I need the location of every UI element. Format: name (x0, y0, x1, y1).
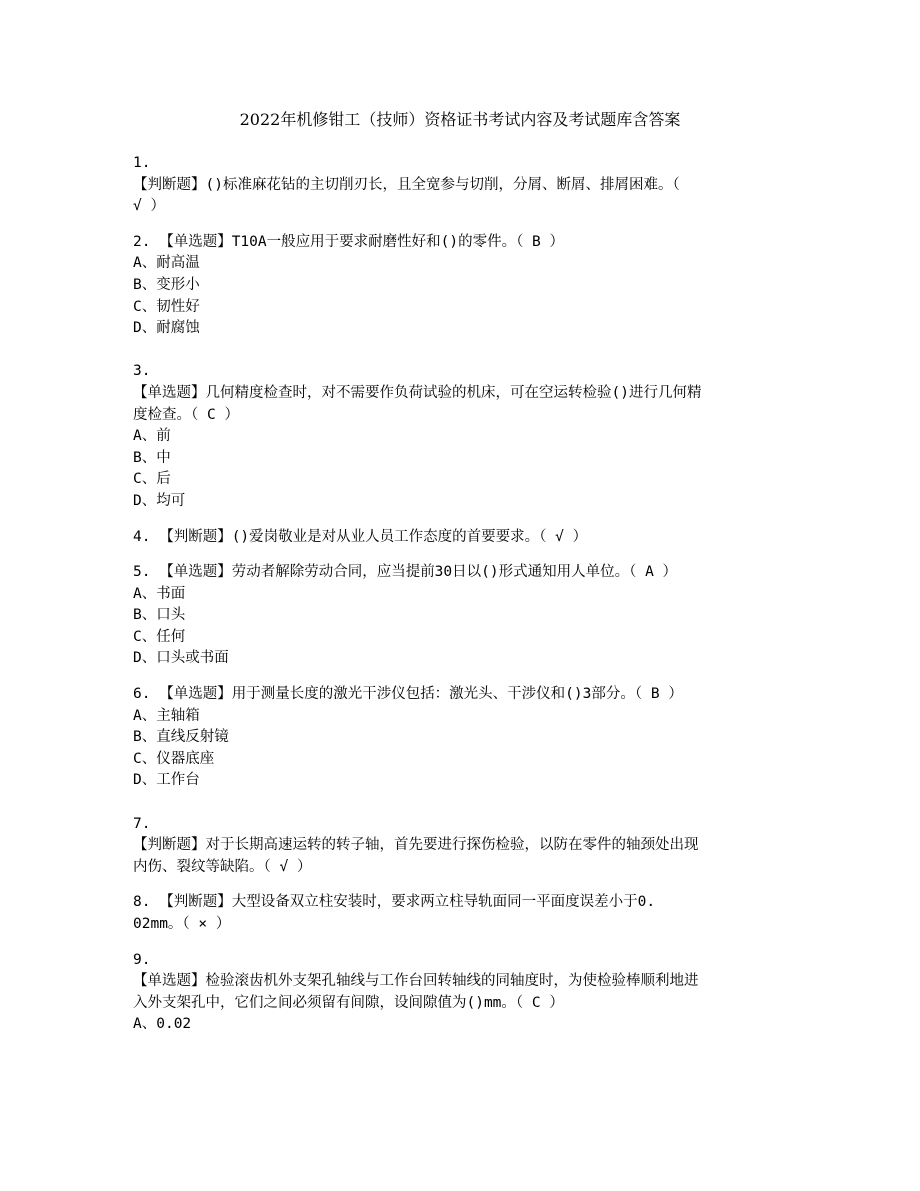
option-d: D、工作台 (133, 772, 200, 789)
option-a: A、前 (133, 428, 171, 445)
option-b: B、变形小 (133, 276, 200, 293)
question-line: 【单选题】检验滚齿机外支架孔轴线与工作台回转轴线的同轴度时，为使检验棒顺利地进 (133, 973, 699, 990)
question-line: 2. 【单选题】T10A一般应用于要求耐磨性好和()的零件。（ B ） (133, 233, 565, 250)
option-d: D、耐腐蚀 (133, 320, 200, 337)
question-line: 5. 【单选题】劳动者解除劳动合同，应当提前30日以()形式通知用人单位。（ A ） (133, 564, 678, 581)
question-1 (133, 153, 793, 218)
question-8 (133, 892, 793, 935)
option-d: D、均可 (133, 492, 186, 509)
option-a: A、0.02 (133, 1016, 192, 1033)
option-a: A、耐高温 (133, 255, 200, 272)
question-line: 02mm。（ × ） (133, 916, 231, 932)
question-2 (133, 232, 793, 340)
question-5 (133, 562, 793, 670)
option-d: D、口头或书面 (133, 650, 229, 667)
question-7 (133, 814, 793, 879)
question-9 (133, 950, 793, 1036)
option-a: A、书面 (133, 585, 186, 602)
question-line: 入外支架孔中，它们之间必须留有间隙，设间隙值为()mm。（ C ） (133, 994, 564, 1011)
question-list (133, 153, 793, 1036)
question-line: 4. 【判断题】()爱岗敬业是对从业人员工作态度的首要要求。（ √ ） (133, 528, 588, 545)
question-line: √ ） (133, 198, 165, 215)
option-c: C、后 (133, 471, 171, 488)
page-title: 2022年机修钳工（技师）资格证书考试内容及考试题库含答案 (239, 110, 681, 129)
question-3 (133, 361, 793, 512)
question-line: 3. (133, 363, 151, 380)
question-line: 内伤、裂纹等缺陷。（ √ ） (133, 858, 312, 875)
question-6 (133, 684, 793, 792)
option-b: B、中 (133, 449, 171, 466)
question-line: 1. (133, 155, 151, 171)
question-line: 9. (133, 951, 151, 968)
option-c: C、仪器底座 (133, 750, 215, 767)
question-line: 8. 【判断题】大型设备双立柱安装时，要求两立柱导轨面同一平面度误差小于0. (133, 894, 656, 911)
question-line: 7. (133, 815, 151, 832)
option-b: B、直线反射镜 (133, 729, 229, 746)
question-4 (133, 527, 793, 549)
question-line: 度检查。（ C ） (133, 406, 239, 423)
question-line: 【判断题】()标准麻花钻的主切削刃长，且全宽参与切削，分屑、断屑、排屑困难。（ (133, 176, 680, 193)
option-a: A、主轴箱 (133, 707, 200, 724)
question-line: 【判断题】对于长期高速运转的转子轴，首先要进行探伤检验，以防在零件的轴颈处出现 (133, 837, 699, 854)
option-c: C、韧性好 (133, 298, 200, 315)
question-line: 6. 【单选题】用于测量长度的激光干涉仪包括：激光头、干涉仪和()3部分。（ B ） (133, 686, 683, 703)
question-line: 【单选题】几何精度检查时，对不需要作负荷试验的机床，可在空运转检验()进行几何精 (133, 384, 702, 401)
option-b: B、口头 (133, 607, 186, 624)
option-c: C、任何 (133, 628, 186, 645)
